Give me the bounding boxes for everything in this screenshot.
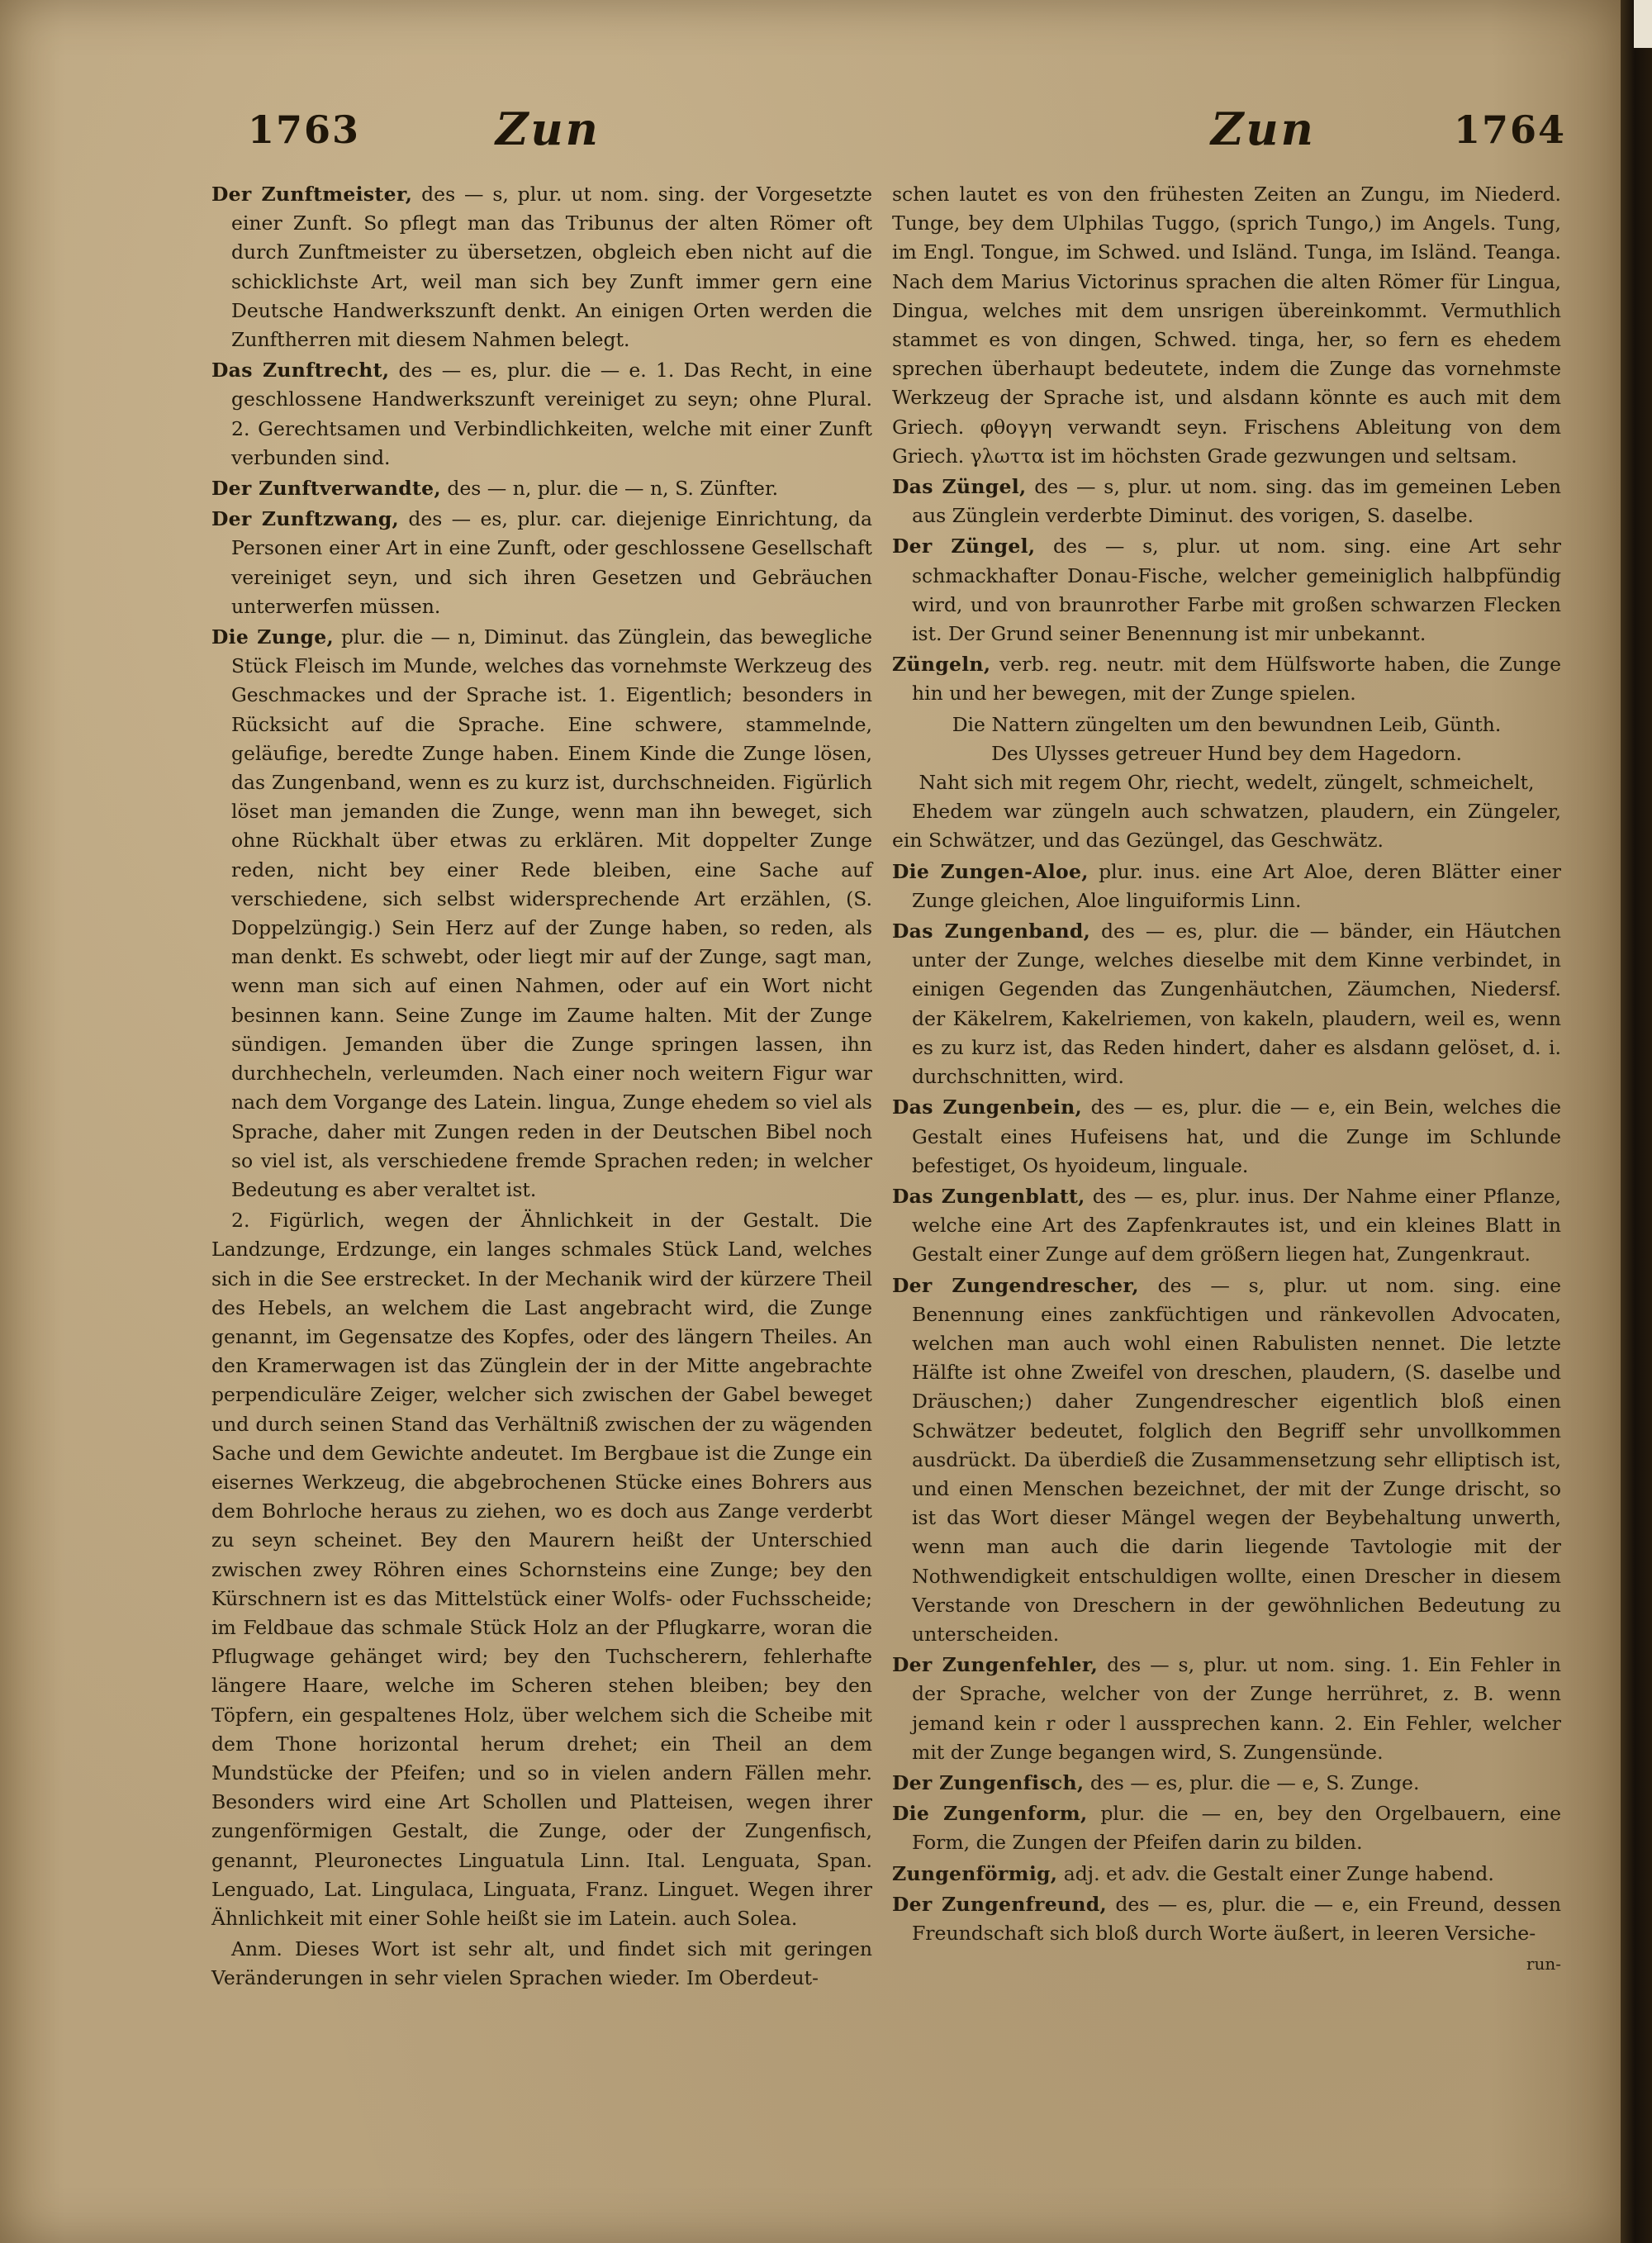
entry-headword: Der Zunftverwandte, [211,477,441,501]
dictionary-entry [892,650,1561,708]
entry-headword: Das Zungenband, [892,920,1091,943]
entry-definition: des — s, plur. ut nom. sing. der Vorgesetzte einer Zunft. So pflegt man das Tribunus der alten Römer oft durch Zunftmeister zu übersetzen, obgleich eben nicht auf die schicklichste Art, weil man sich bey Zunft immer gern eine Deutsche Handwerkszunft denkt. An einigen Orten werden die Zunftherren mit diesem Nahmen belegt. [231,183,872,352]
entry-definition: des — s, plur. ut nom. sing. eine Art sehr schmackhafter Donau-Fische, welcher gemeiniglich halbpfündig wird, und von braunrother Farbe mit großen schwarzen Flecken ist. Der Grund seiner Benennung ist mir unbekannt. [912,535,1561,646]
entry-definition: des — s, plur. ut nom. sing. das im gemeinen Leben aus Zünglein verderbte Diminut. des vorigen, S. daselbe. [912,475,1562,528]
dictionary-entry [892,1093,1561,1181]
dictionary-entry [892,1651,1561,1767]
dictionary-entry [892,1799,1561,1857]
dictionary-entry [892,1271,1561,1650]
body-paragraph: Anm. Dieses Wort ist sehr alt, und findet sich mit geringen Veränderungen in sehr vielen Sprachen wieder. Im Oberdeut- [211,1937,872,1990]
entry-headword: Zungenförmig, [892,1861,1058,1885]
catchword: run- [1526,1954,1561,1975]
dictionary-entry [211,623,872,1205]
entry-definition: verb. reg. neutr. mit dem Hülfsworte haben, die Zunge hin und her bewegen, mit der Zunge spielen. [912,653,1561,706]
entry-definition: des — es, plur. die — e, ein Freund, dessen Freundschaft sich bloß durch Worte äußert, in leeren Versiche- [912,1892,1561,1945]
left-headword: Zun [496,102,601,155]
body-paragraph: 2. Figürlich, wegen der Ähnlichkeit in der Gestalt. Die Landzunge, Erdzunge, ein langes schmales Stück Land, welches sich in die See erstrecket. In der Mechanik wird der kürzere Theil des Hebels, an welchem die Last angebracht wird, die Zunge genannt, im Gegensatze des Kopfes, oder des längern Theiles. An den Kramerwagen ist das Zünglein der in der Mitte angebrachte perpendiculäre Zeiger, welcher sich zwischen der Gabel beweget und durch seinen Stand das Verhältniß zwischen der zu wägenden Sache und dem Gewichte andeutet. Im Bergbaue ist die Zunge ein eisernes Werkzeug, die abgebrochenen Stücke eines Bohrers aus dem Bohrloche heraus zu ziehen, wo es doch aus Zange verderbt zu seyn scheinet. Bey den Maurern heißt der Unterschied zwischen zwey Röhren eines Schornsteins eine Zunge; bey den Kürschnern ist es das Mittelstück einer Wolfs- oder Fuchsscheide; im Feldbaue das schmale Stück Holz an der Pflugkarre, woran die Pflugwage gehänget wird; bey den Tuchscherern, fehlerhafte längere Haare, welche im Scheren stehen bleiben; bey den Töpfern, ein gespaltenes Holz, über welchem sich die Scheibe mit dem Thone horizontal herum drehet; ein Theil an dem Mundstücke der Pfeifen; und so in vielen andern Fällen mehr. Besonders wird eine Art Schollen und Platteisen, wegen ihrer zungenförmigen Gestalt, die Zunge, oder der Zungenfisch, genannt, Pleuronectes Linguatula Linn. Ital. Lenguata, Span. Lenguado, Lat. Lingulaca, Linguata, Franz. Linguet. Wegen ihrer Ähnlichkeit mit einer Sohle heißt sie im Latein. auch Solea. [211,1209,872,1930]
corner-marker [1634,0,1652,48]
entry-definition: des — es, plur. die — e, ein Bein, welches die Gestalt eines Hufeisens hat, und die Zunge im Schlunde befestiget, Os hyoideum, linguale. [912,1095,1561,1177]
entry-headword: Der Zungenfisch, [892,1770,1085,1794]
entry-definition: des — es, plur. die — e, S. Zunge. [1084,1770,1420,1794]
entry-definition: des — s, plur. ut nom. sing. eine Benennung eines zankfüchtigen und ränkevollen Advocaten, welchen man auch wohl einen Rabulisten nennet. Die letzte Hälfte ist ohne Zweifel von dreschen, plaudern, (S. daselbe und Dräuschen;) daher Zungendrescher eigentlich bloß einen Schwätzer bedeutet, folglich den Begriff sehr unvollkommen ausdrückt. Da überdieß die Zusammensetzung sehr elliptisch ist, und einen Menschen bezeichnet, der mit der Zunge drischt, so ist das Wort dieser Mängel wegen der Beybehaltung unwerth, wenn man auch die darin liegende Tavtologie mit der Nothwendigkeit entschuldigen wollte, einen Drescher in diesem Verstande von Dreschern in der gewöhnlichen Bedeutung zu unterscheiden. [912,1273,1561,1646]
page-edge-shadow [1621,0,1652,2243]
entry-headword: Der Zungenfehler, [892,1653,1099,1677]
entry-definition: adj. et adv. die Gestalt einer Zunge habend. [1057,1861,1494,1885]
entry-headword: Die Zunge, [211,625,334,649]
dictionary-entry [892,1769,1561,1798]
entry-definition: plur. inus. eine Art Aloe, deren Blätter einer Zunge gleichen, Aloe linguiformis Linn. [912,859,1561,912]
quotation-line: Naht sich mit regem Ohr, riecht, wedelt, züngelt, schmeichelt, [919,771,1535,795]
right-page-number: 1764 [1454,107,1567,152]
entry-headword: Das Züngel, [892,475,1027,499]
dictionary-entry [211,505,872,621]
entry-headword: Der Zungendrescher, [892,1273,1139,1297]
entry-definition: des — es, plur. die — bänder, ein Häutchen unter der Zunge, welches dieselbe mit dem Kinne verbindet, in einigen Gegenden das Zungenhäutchen, Zäumchen, Niedersf. der Käkelrem, Kakelriemen, von kakeln, plaudern, weil es, wenn es zu kurz ist, das Reden hindert, daher es alsdann gelöset, d. i. durchschnitten, wird. [912,920,1562,1089]
dictionary-entry [892,858,1561,915]
entry-definition: plur. die — n, Diminut. das Zünglein, das bewegliche Stück Fleisch im Munde, welches das vornehmste Werkzeug des Geschmackes und der Sprache ist. 1. Eigentlich; besonders in Rücksicht auf die Sprache. Eine schwere, stammelnde, geläufige, beredte Zunge haben. Einem Kinde die Zunge lösen, das Zungenband, wenn es zu kurz ist, durchschneiden. Figürlich löset man jemanden die Zunge, wenn man ihn beweget, sich ohne Rückhalt über etwas zu erklären. Mit doppelter Zunge reden, nicht bey einer Rede bleiben, eine Sache auf verschiedene, sich selbst widersprechende Art erzählen, (S. Doppelzüngig.) Sein Herz auf der Zunge haben, so reden, als man denkt. Es schwebt, oder liegt mir auf der Zunge, sagt man, wenn man sich auf einen Nahmen, oder auf ein Wort nicht besinnen kann. Seine Zunge im Zaume halten. Mit der Zunge sündigen. Jemanden über die Zunge springen lassen, ihn durchhecheln, verleumden. Nach einer noch weitern Figur war nach dem Vorgange des Latein. lingua, Zunge ehedem so viel als Sprache, daher mit Zungen reden in der Deutschen Bibel noch so viel ist, als verschiedene fremde Sprachen reden; in welcher Bedeutung es aber veraltet ist. [231,625,872,1201]
dictionary-entry [892,1890,1561,1948]
entry-headword: Der Zunftmeister, [211,183,413,206]
entry-headword: Das Zunftrecht, [211,359,390,383]
entry-definition: des — es, plur. car. diejenige Einrichtung, da Personen einer Art in eine Zunft, oder geschlossene Gesellschaft vereiniget seyn, und sich ihren Gesetzen und Gebräuchen unterwerfen müssen. [231,507,872,618]
body-paragraph: schen lautet es von den frühesten Zeiten an Zungu, im Niederd. Tunge, bey dem Ulphilas Tuggo, (sprich Tungo,) im Angels. Tung, im Engl. Tongue, im Schwed. und Isländ. Tunga, im Isländ. Teanga. Nach dem Marius Victorinus sprachen die alten Römer für Lingua, Dingua, welches mit dem unsrigen übereinkommt. Vermuthlich stammet es von dingen, Schwed. tinga, her, so fern es ehedem sprechen überhaupt bedeutete, indem die Zunge das vornehmste Werkzeug der Sprache ist, und alsdann könnte es auch mit dem Griech. φθογγη verwandt seyn. Frischens Ableitung von dem Griech. γλωττα ist im höchsten Grade gezwungen und seltsam. [892,183,1561,468]
entry-definition: plur. die — en, bey den Orgelbauern, eine Form, die Zungen der Pfeifen darin zu bilden. [912,1802,1562,1855]
dictionary-entry [892,473,1561,530]
entry-headword: Die Zungen-Aloe, [892,859,1089,883]
entry-headword: Der Züngel, [892,535,1036,558]
left-column [211,180,872,1995]
dictionary-entry [892,917,1561,1091]
entry-headword: Züngeln, [892,653,991,677]
entry-definition: des — n, plur. die — n, S. Zünfter. [440,477,779,501]
right-headword: Zun [1211,102,1316,155]
quotation-line: Die Nattern züngelten um den bewundnen Leib, Günth. [952,712,1502,736]
dictionary-entry [211,356,872,473]
left-page-number: 1763 [248,107,361,152]
entry-definition: des — s, plur. ut nom. sing. 1. Ein Fehler in der Sprache, welcher von der Zunge herrühret, z. B. wenn jemand kein r oder l aussprechen kann. 2. Ein Fehler, welcher mit der Zunge begangen wird, S. Zungensünde. [912,1653,1561,1764]
dictionary-entry [211,180,872,354]
entry-headword: Der Zunftzwang, [211,507,400,531]
quotation-line: Des Ulysses getreuer Hund bey dem Hagedorn. [991,741,1462,765]
entry-definition: des — es, plur. inus. Der Nahme einer Pflanze, welche eine Art des Zapfenkrautes ist, und ein kleines Blatt in Gestalt einer Zunge auf dem größern liegen hat, Zungenkraut. [912,1184,1561,1266]
dictionary-entry [892,1182,1561,1270]
entry-headword: Der Zungenfreund, [892,1892,1107,1916]
entry-headword: Das Zungenbein, [892,1095,1083,1119]
body-paragraph: Ehedem war züngeln auch schwatzen, plaudern, ein Züngeler, ein Schwätzer, und das Gezüngel, das Geschwätz. [892,800,1561,853]
dictionary-entry [892,532,1561,649]
entry-headword: Die Zungenform, [892,1802,1088,1826]
entry-headword: Das Zungenblatt, [892,1184,1085,1208]
right-column [892,180,1561,1979]
entry-definition: des — es, plur. die — e. 1. Das Recht, in eine geschlossene Handwerkszunft vereiniget zu seyn; ohne Plural. 2. Gerechtsamen und Verbindlichkeiten, welche mit einer Zunft verbunden sind. [231,359,872,469]
dictionary-entry [211,474,872,503]
dictionary-entry [892,1860,1561,1889]
